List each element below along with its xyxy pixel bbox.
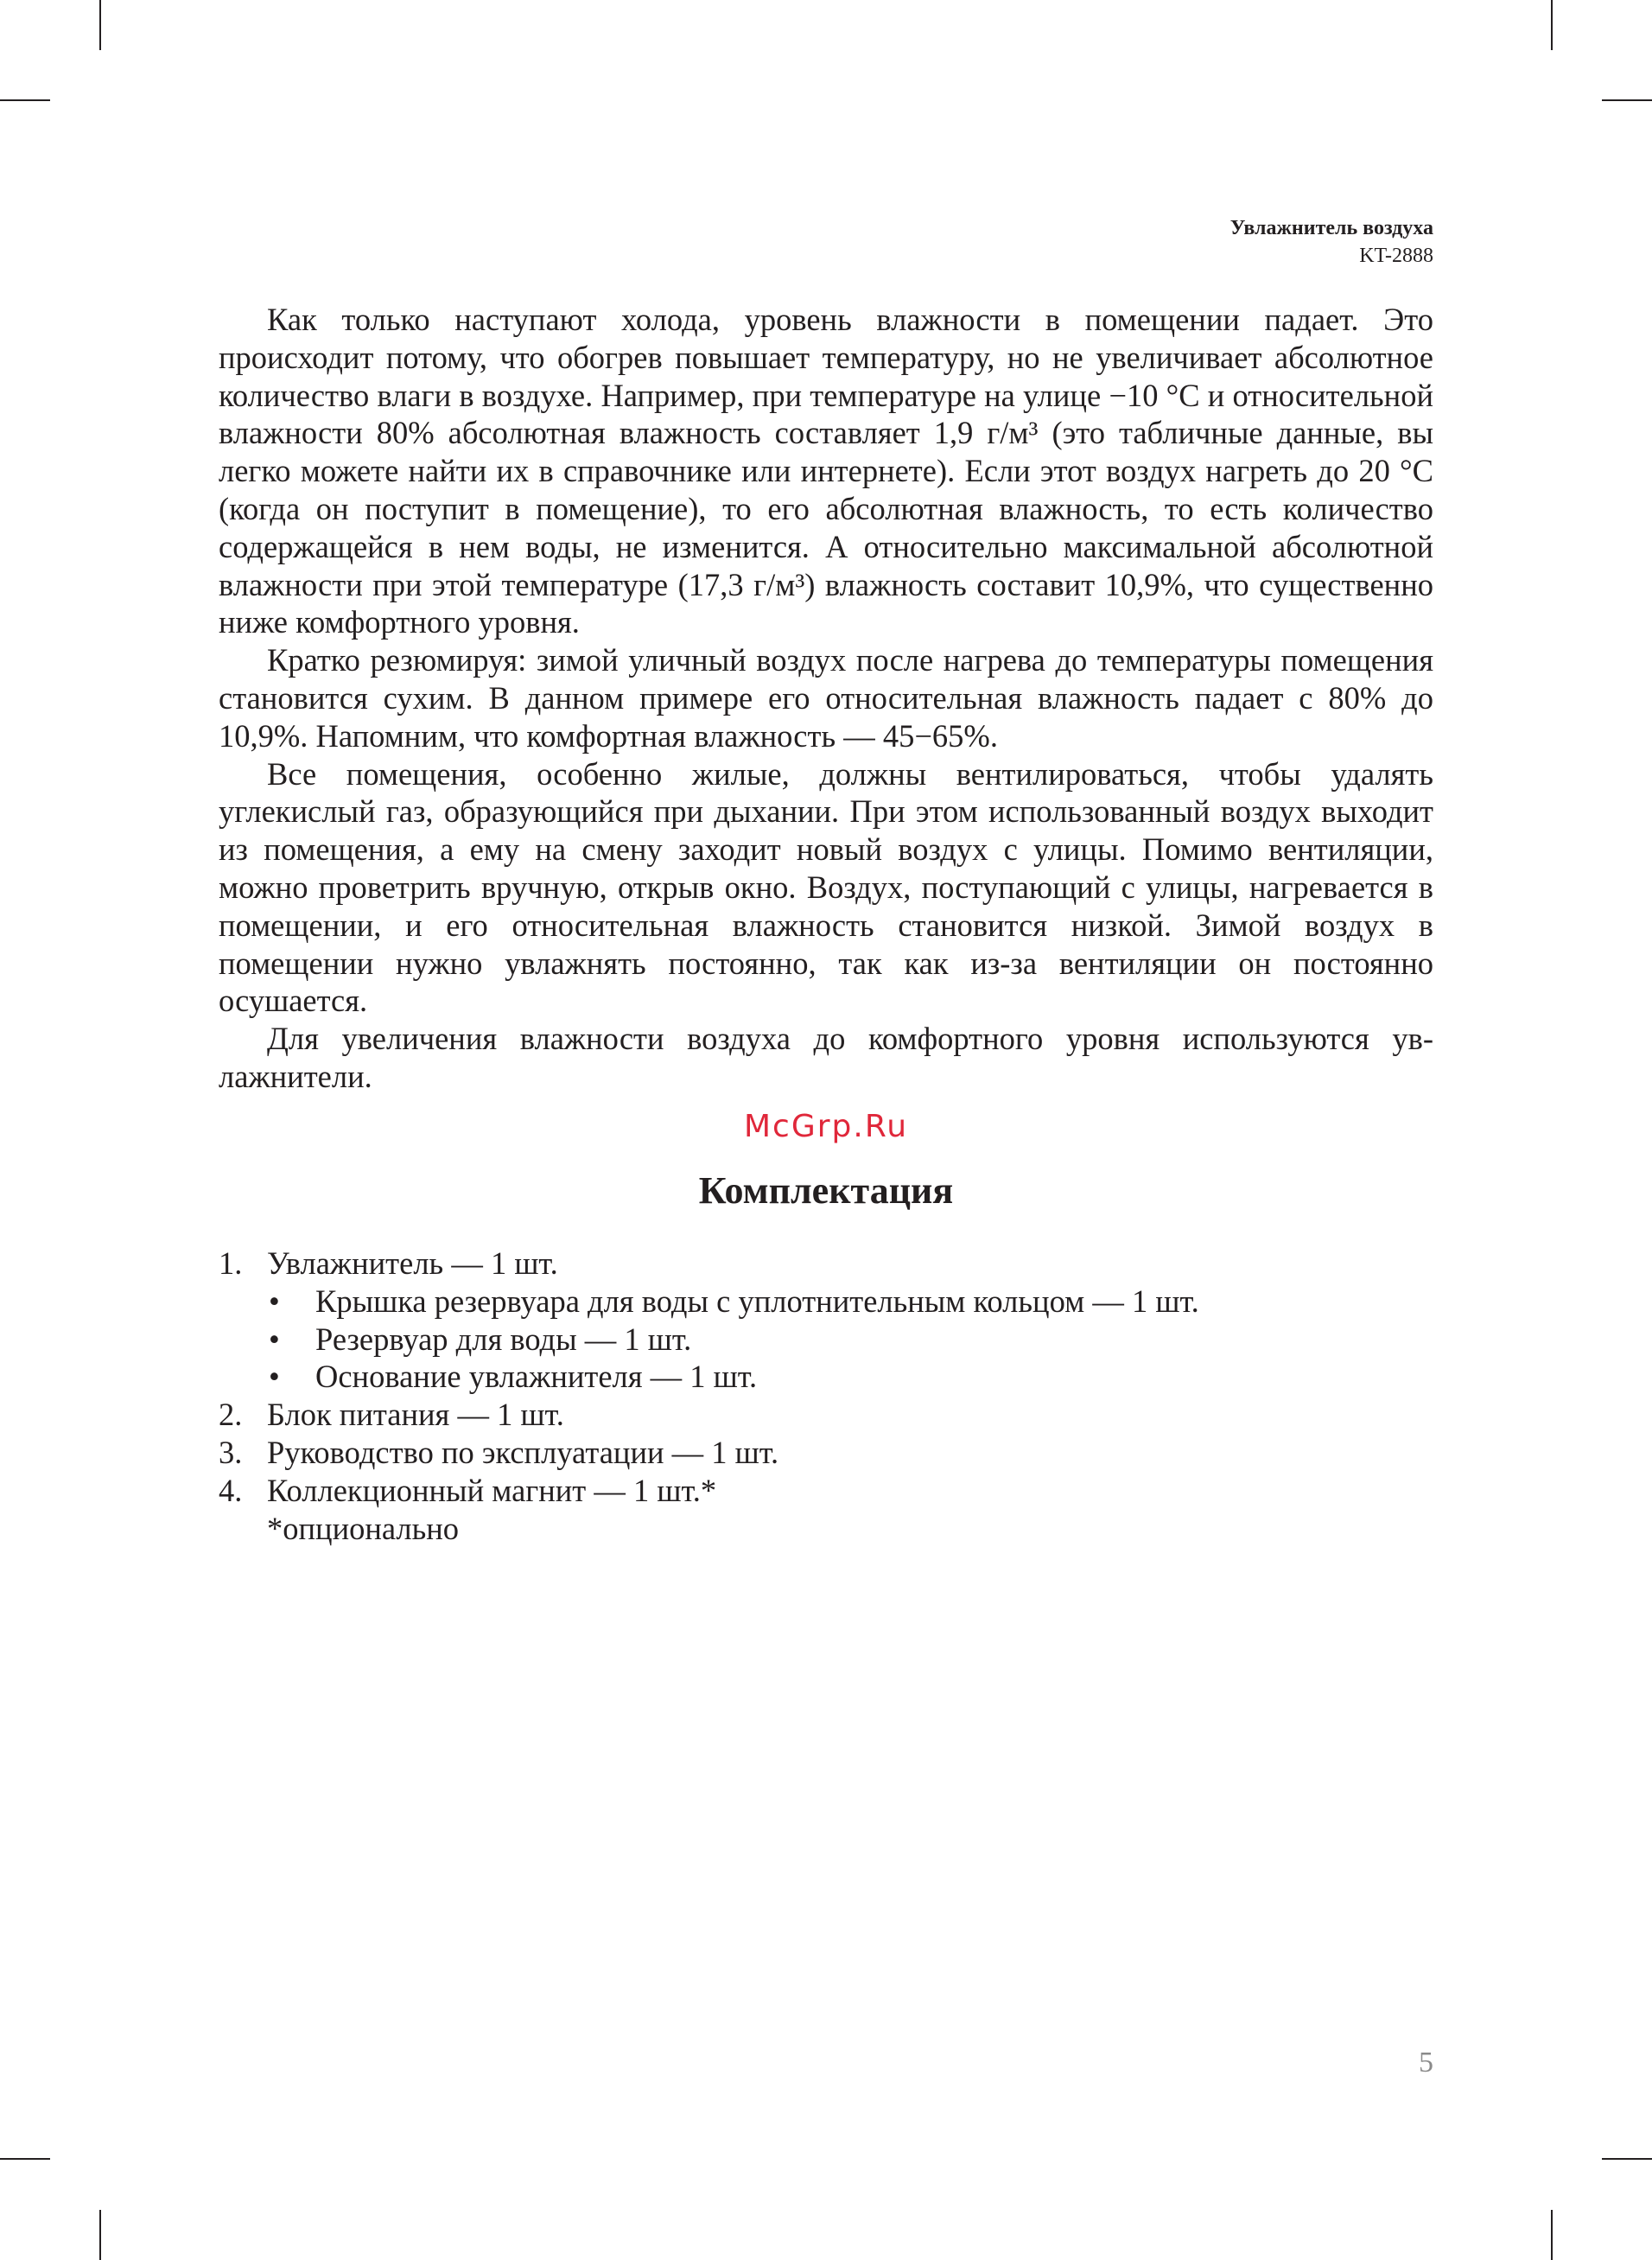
body-text	[219, 301, 1433, 1096]
list-item-text: Основание увлажнителя — 1 шт.	[315, 1359, 758, 1395]
list-number: 2.	[219, 1397, 243, 1433]
crop-mark	[0, 2158, 50, 2160]
list-item-text: Увлажнитель — 1 шт.	[267, 1245, 558, 1281]
paragraph: Кратко резюмируя: зимой уличный воздух после нагрева до температуры помещения становится сухим. В данном примере его относительная влажность падает с 80% до 10,9%. Напомним, что комфортная влажность — 45−65%.	[219, 642, 1433, 754]
list-item-text: Блок питания — 1 шт.	[267, 1397, 564, 1433]
crop-mark	[99, 0, 101, 50]
header-model: KT-2888	[1359, 245, 1433, 267]
list-subitem	[219, 1358, 1433, 1396]
kit-list	[219, 1245, 1433, 1547]
crop-mark	[1551, 0, 1553, 50]
crop-mark	[1602, 2158, 1652, 2160]
bullet-icon: •	[269, 1321, 280, 1357]
crop-mark	[1602, 99, 1652, 101]
list-item	[219, 1472, 1433, 1510]
header-title: Увлажнитель воздуха	[1229, 217, 1433, 239]
footnote	[219, 1510, 1433, 1548]
paragraph: Все помещения, особенно жилые, должны вентилироваться, чтобы удалять углекислый газ, образующийся при дыхании. При этом использованный воздух выходит из помещения, а ему на смену заходит новый воздух с улицы. Помимо вентиляции, можно проветрить вручную, открыв окно. Воздух, поступающий с улицы, нагревается в помещении, и его относительная влажность становится низкой. Зимой воздух в помещении нужно увлажнять постоянно, так как из-за вентиляции он постоянно осушается.	[219, 755, 1433, 1019]
page-number: 5	[1419, 2047, 1433, 2079]
list-item-text: Коллекционный магнит — 1 шт.*	[267, 1472, 717, 1508]
crop-mark	[99, 2210, 101, 2260]
list-subitem	[219, 1321, 1433, 1359]
list-number: 3.	[219, 1434, 243, 1470]
list-item	[219, 1396, 1433, 1434]
bullet-icon: •	[269, 1283, 280, 1319]
list-number: 1.	[219, 1245, 243, 1281]
list-item	[219, 1434, 1433, 1472]
bullet-icon: •	[269, 1359, 280, 1395]
crop-mark	[1551, 2210, 1553, 2260]
watermark-link[interactable]: McGrp.Ru	[743, 1109, 909, 1144]
list-item-text: Руководство по эксплуатации — 1 шт.	[267, 1434, 779, 1470]
footnote-text: *опционально	[267, 1510, 460, 1546]
crop-mark	[0, 99, 50, 101]
paragraph: Как только наступают холода, уровень влажности в помещении падает. Это происходит потому, что обогрев повышает температуру, но не увеличивает абсолютное количество влаги в воздухе. Например, при температуре на улице −10 °С и относительной влажности 80% абсолютная влажность составляет 1,9 г/м³ (это табличные данные, вы легко можете найти их в справочнике или интернете). Если этот воздух нагреть до 20 °С (когда он поступит в помещение), то его абсолютная влажность, то есть количество содержащейся в нем воды, не изменится. А относительно максимальной абсолютной влажности при этой температуре (17,3 г/м³) влажность составит 10,9%, что существенно ниже комфортного уровня.	[219, 302, 1433, 640]
running-header	[1230, 214, 1433, 270]
list-item-text: Крышка резервуара для воды с уплотнительным кольцом — 1 шт.	[315, 1283, 1199, 1319]
section-title: Комплектация	[698, 1169, 954, 1212]
list-subitem	[219, 1283, 1433, 1321]
paragraph: Для увеличения влажности воздуха до комфортного уровня используются увлажнители.	[219, 1021, 1433, 1094]
list-item-text: Резервуар для воды — 1 шт.	[315, 1321, 692, 1357]
list-item	[219, 1245, 1433, 1283]
list-number: 4.	[219, 1472, 243, 1508]
